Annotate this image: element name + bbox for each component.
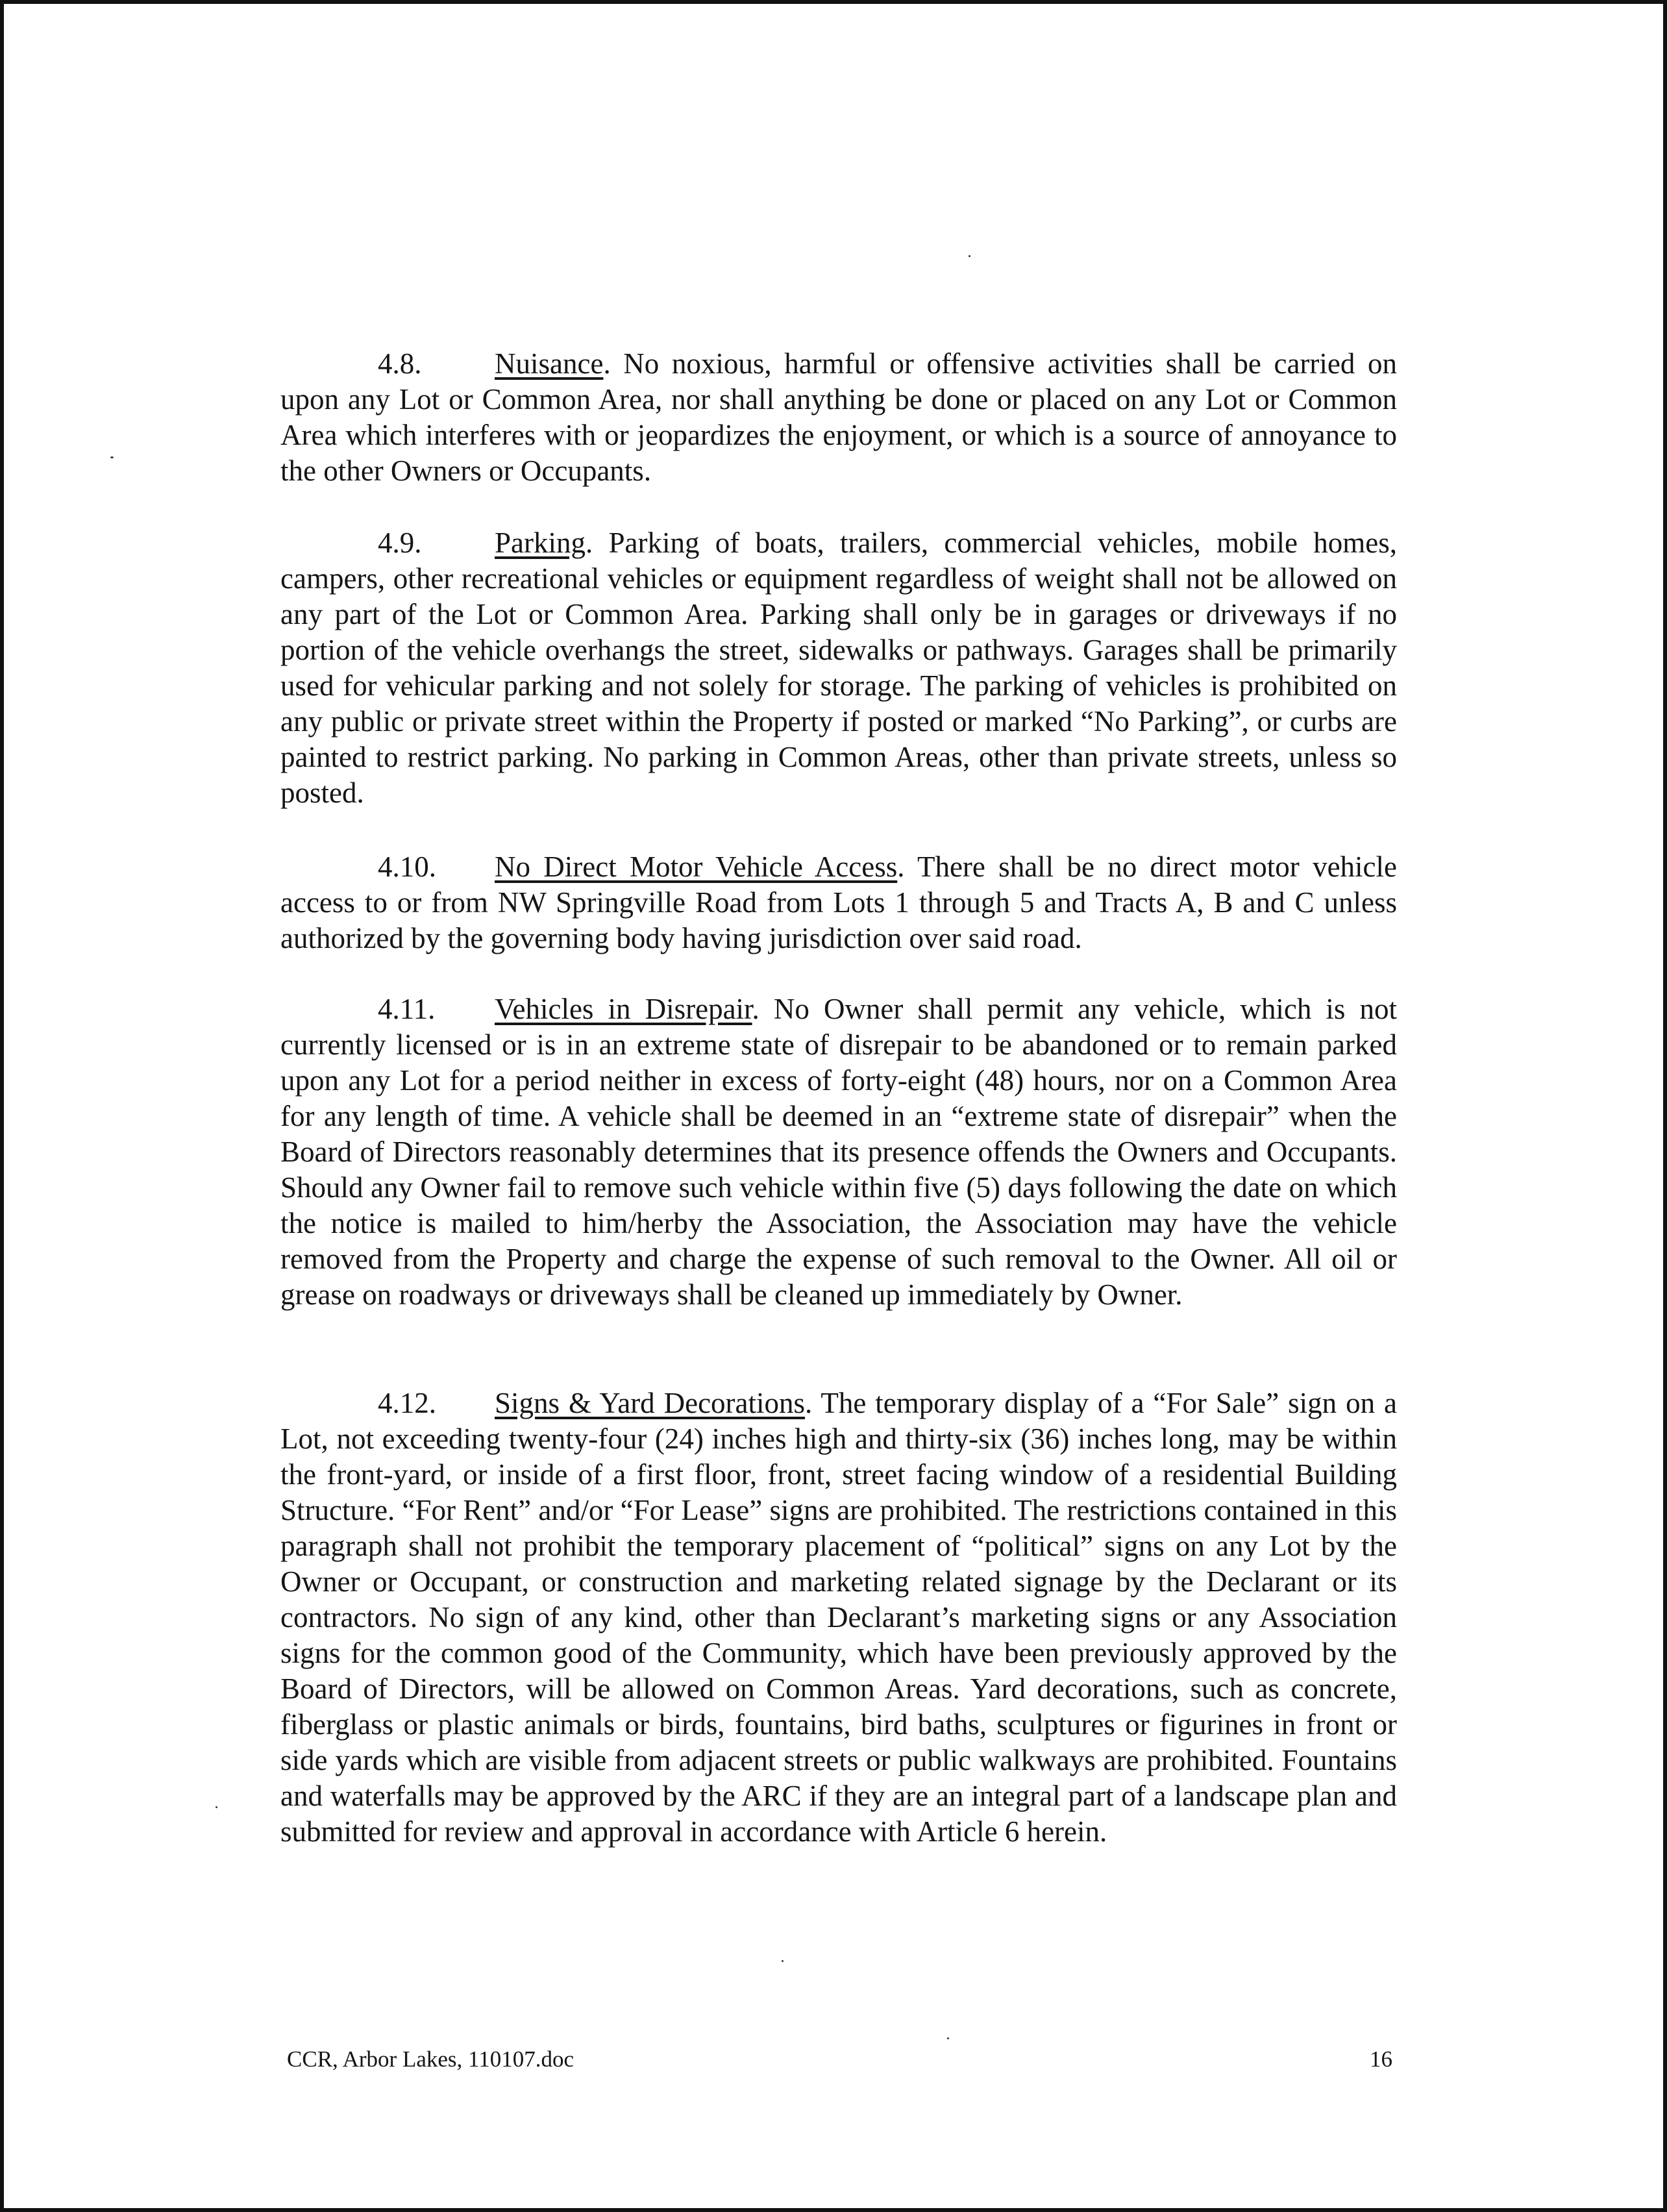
section-body: . There shall be no direct motor vehicle access to or from NW Springville Road from Lots 1 through 5 and Tracts A, B and C unless authorized by the governing body having jurisdiction over said road. <box>280 851 1397 954</box>
section-body: . The temporary display of a “For Sale” sign on a Lot, not exceeding twenty-four (24) inches high and thirty-six (36) inches long, may be within the front-yard, or inside of a first floor, front, street facing window of a residential Building Structure. “For Rent” and/or “For Lease” signs are prohibited. The restrictions contained in this paragraph shall not prohibit the temporary placement of “political” signs on any Lot by the Owner or Occupant, or construction and marketing related signage by the Declarant or its contractors. No sign of any kind, other than Declarant’s marketing signs or any Association signs for the common good of the Community, which have been previously approved by the Board of Directors, will be allowed on Common Areas. Yard decorations, such as concrete, fiberglass or plastic animals or birds, fountains, bird baths, sculptures or figurines in front or side yards which are visible from adjacent streets or public walkways are prohibited. Fountains and waterfalls may be approved by the ARC if they are an integral part of a landscape plan and submitted for review and approval in accordance with Article 6 herein. <box>280 1387 1397 1848</box>
footer-page-number: 16 <box>1370 2046 1392 2072</box>
footer-document-name: CCR, Arbor Lakes, 110107.doc <box>287 2046 574 2072</box>
section-heading: Nuisance <box>495 347 604 380</box>
scan-speck <box>782 1960 784 1962</box>
section-number: 4.11. <box>378 993 436 1025</box>
section-body: . No noxious, harmful or offensive activities shall be carried on upon any Lot or Common Area, nor shall anything be done or placed on any Lot or Common Area which interferes with or jeopardizes the enjoyment, or which is a source of annoyance to the other Owners or Occupants. <box>280 347 1397 487</box>
section-number: 4.10. <box>378 851 436 883</box>
section-4-12 <box>280 1386 1397 1850</box>
section-4-9 <box>280 525 1397 811</box>
section-4-10 <box>280 849 1397 956</box>
scan-speck <box>947 2037 949 2039</box>
scan-speck <box>969 255 970 257</box>
section-number: 4.9. <box>378 527 422 559</box>
scan-speck <box>216 1806 217 1808</box>
section-body: . No Owner shall permit any vehicle, which is not currently licensed or is in an extreme state of disrepair to be abandoned or to remain parked upon any Lot for a period neither in excess of forty-eight (48) hours, nor on a Common Area for any length of time. A vehicle shall be deemed in an “extreme state of disrepair” when the Board of Directors reasonably determines that its presence offends the Owners and Occupants. Should any Owner fail to remove such vehicle within five (5) days following the date on which the notice is mailed to him/herby the Association, the Association may have the vehicle removed from the Property and charge the expense of such removal to the Owner. All oil or grease on roadways or driveways shall be cleaned up immediately by Owner. <box>280 993 1397 1311</box>
section-4-11 <box>280 991 1397 1313</box>
scan-speck <box>110 456 114 458</box>
section-number: 4.8. <box>378 347 422 380</box>
section-heading: Vehicles in Disrepair <box>495 993 752 1025</box>
section-4-8 <box>280 346 1397 489</box>
section-heading: Signs & Yard Decorations <box>495 1387 806 1419</box>
section-body: . Parking of boats, trailers, commercial vehicles, mobile homes, campers, other recreational vehicles or equipment regardless of weight shall not be allowed on any part of the Lot or Common Area. Parking shall only be in garages or driveways if no portion of the vehicle overhangs the street, sidewalks or pathways. Garages shall be primarily used for vehicular parking and not solely for storage. The parking of vehicles is prohibited on any public or private street within the Property if posted or marked “No Parking”, or curbs are painted to restrict parking. No parking in Common Areas, other than private streets, unless so posted. <box>280 527 1397 809</box>
section-number: 4.12. <box>378 1387 436 1419</box>
section-heading: Parking <box>495 527 586 559</box>
section-heading: No Direct Motor Vehicle Access <box>495 851 898 883</box>
